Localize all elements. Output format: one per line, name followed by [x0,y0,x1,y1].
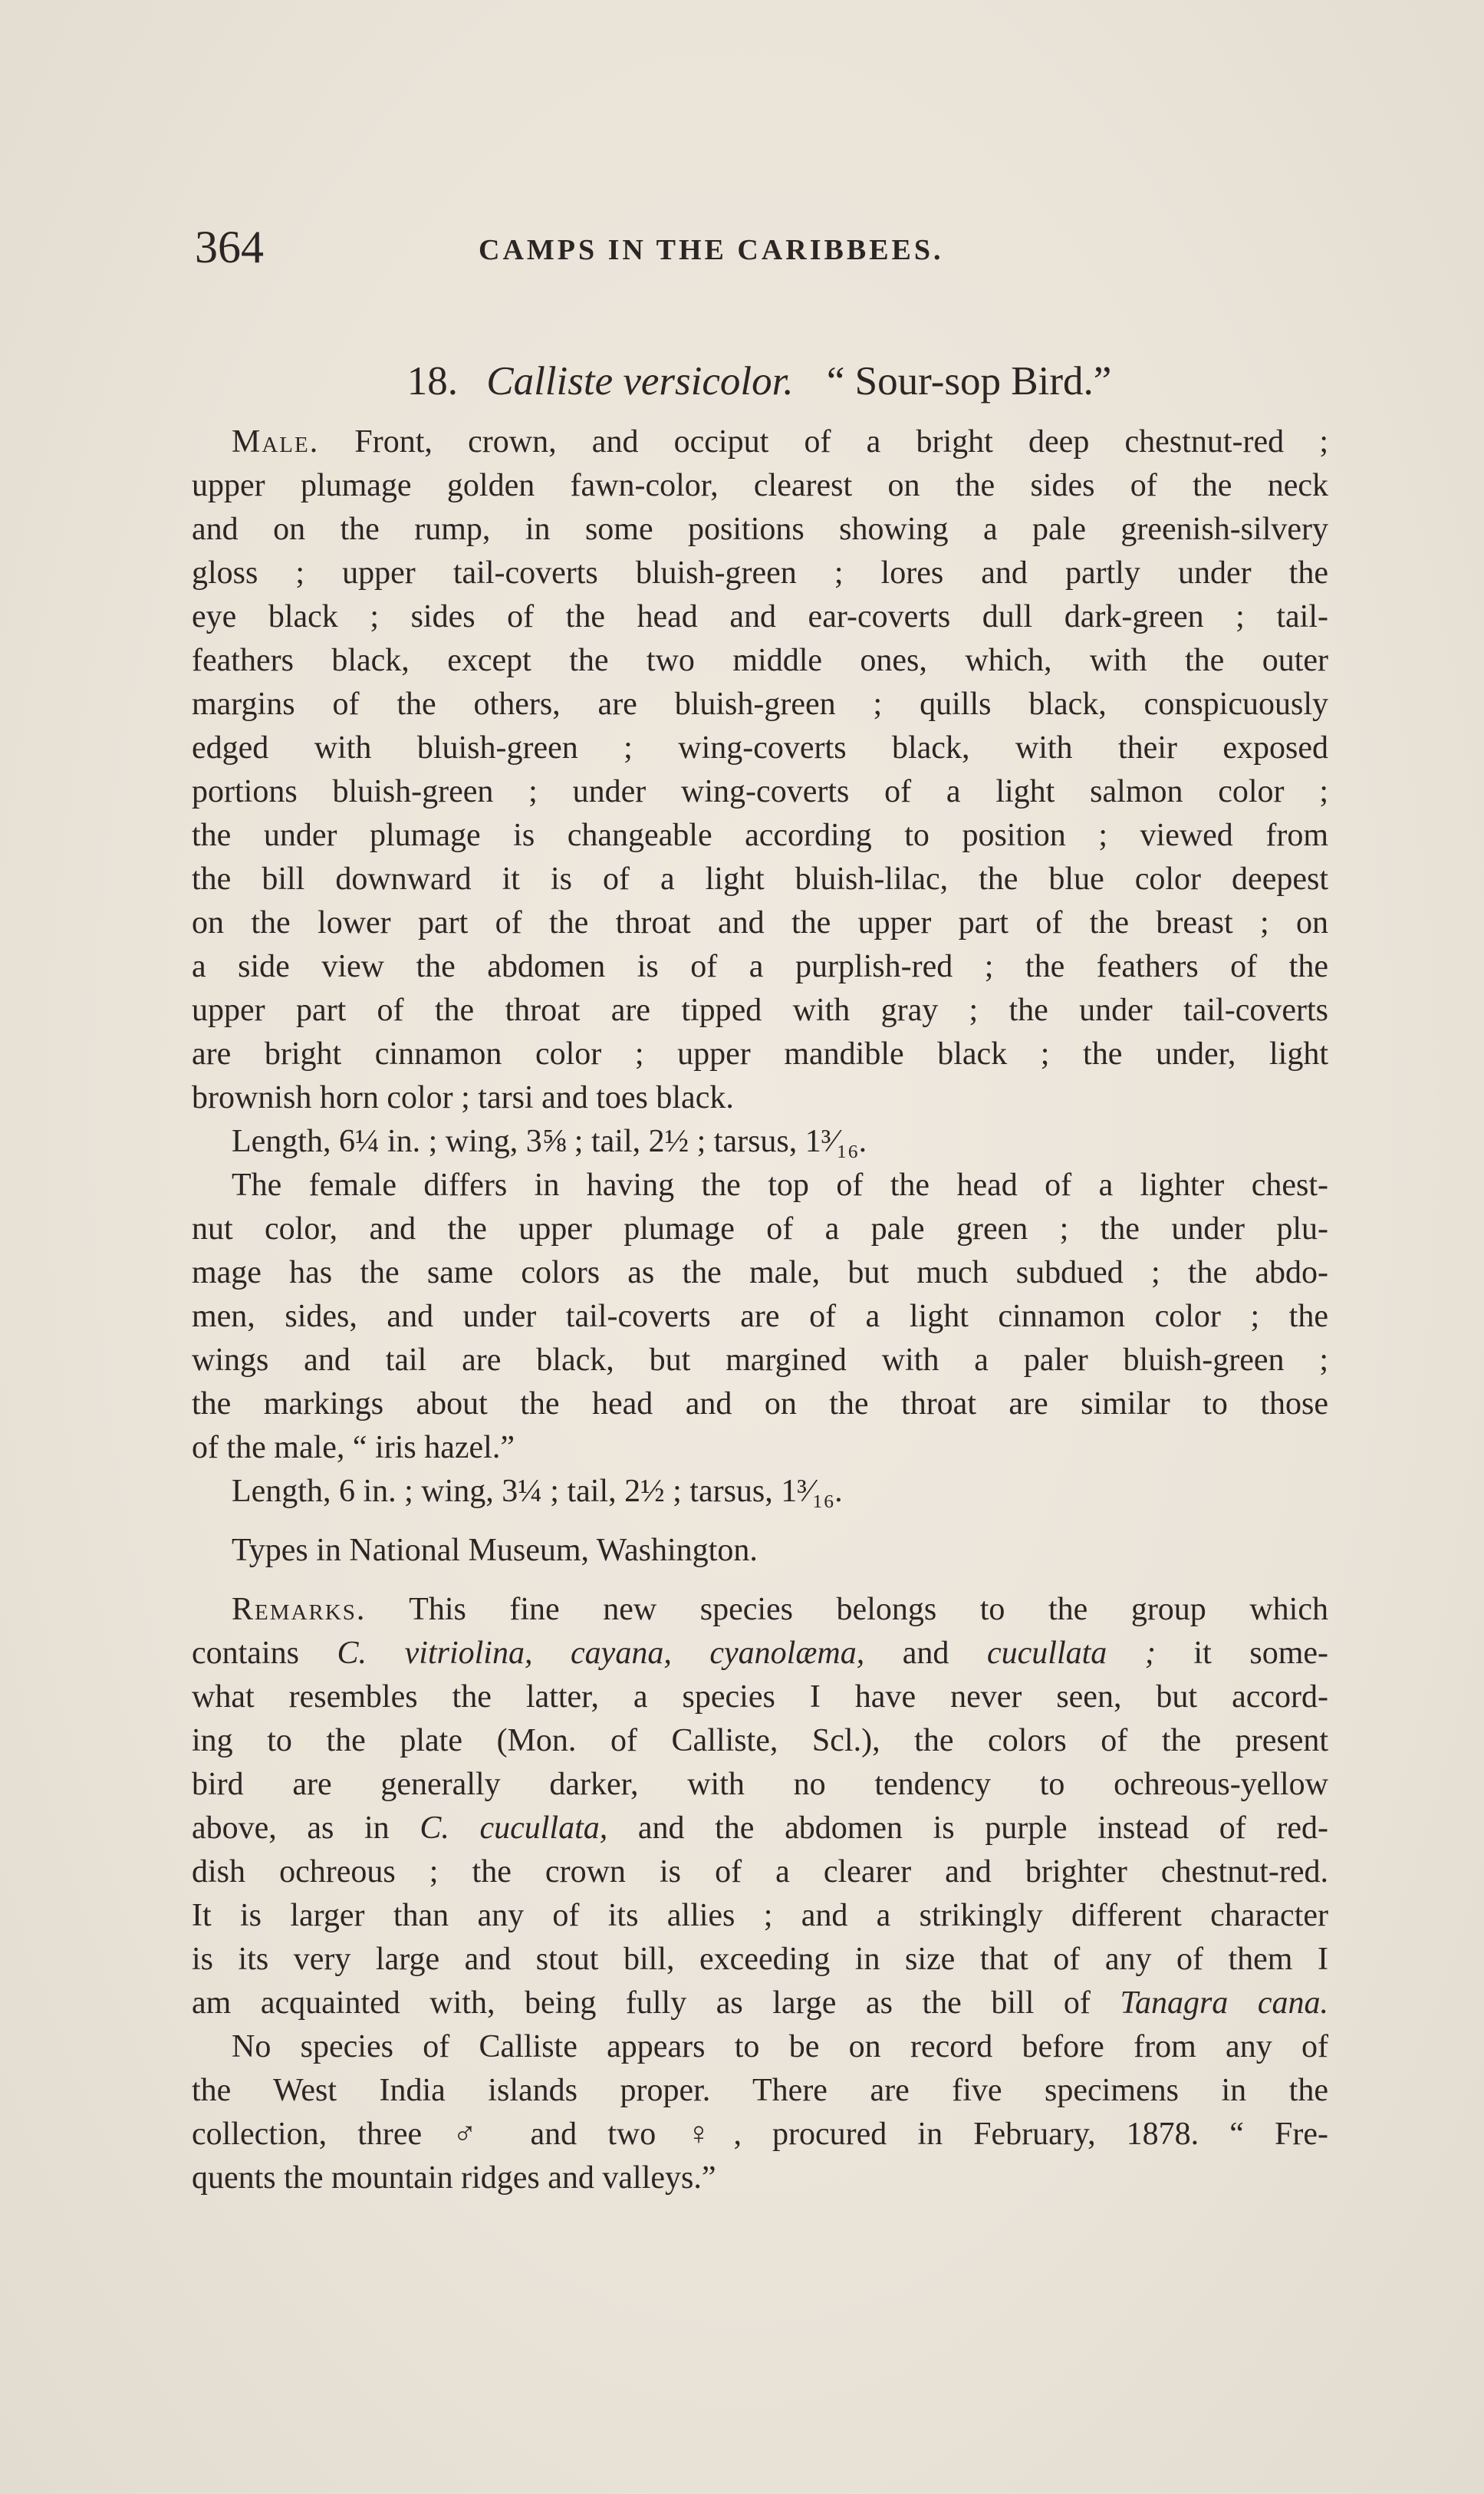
male-line: Male. Front, crown, and occiput of a bright deep chestnut-red ; [232,424,1328,460]
page-number: 364 [195,222,264,272]
species-names-italic: C. vitriolina, cayana, cyanolæma, [337,1636,865,1671]
male-measurements: Length, 6¼ in. ; wing, 3⅝ ; tail, 2½ ; tarsus, 1³⁄₁₆. [232,1124,867,1159]
remarks-line: am acquainted with, being fully as large as the bill of Tanagra cana. [192,1985,1328,2021]
remarks-line: above, as in C. cucullata, and the abdomen is purple instead of red- [192,1810,1328,1846]
female-line: the markings about the head and on the throat are similar to those [192,1386,1328,1422]
types-line: Types in National Museum, Washington. [232,1533,758,1568]
paragraph-gap [192,1573,1328,1588]
species-latin-name: Calliste versicolor. [486,359,794,404]
closing-line: No species of Calliste appears to be on record before from any of [232,2029,1328,2064]
male-line: are bright cinnamon color ; upper mandible black ; the under, light [192,1036,1328,1072]
species-number: 18. [406,359,458,404]
male-line: edged with bluish-green ; wing-coverts black, with their exposed [192,730,1328,766]
species-heading [192,354,1327,408]
remarks-line: is its very large and stout bill, exceeding in size that of any of them I [192,1942,1328,1977]
female-line: men, sides, and under tail-coverts are of a light cinnamon color ; the [192,1299,1328,1334]
body-text [192,420,1328,2200]
page-header [195,216,1330,278]
male-line: upper part of the throat are tipped with gray ; the under tail-coverts [192,993,1328,1028]
remarks-line: contains C. vitriolina, cayana, cyanolæma, and cucullata ; it some- [192,1636,1328,1671]
species-name-italic: Tanagra cana. [1120,1985,1328,2021]
male-line: feathers black, except the two middle ones, which, with the outer [192,643,1328,678]
male-line: and on the rump, in some positions showing a pale greenish-silvery [192,512,1328,547]
closing-line: quents the mountain ridges and valleys.” [192,2160,716,2196]
female-symbol-icon: ♀ [686,2117,734,2152]
male-line: margins of the others, are bluish-green ; quills black, conspicuously [192,687,1328,722]
species-common-name: “ Sour-sop Bird.” [826,359,1112,404]
remarks-label: Remarks. [232,1592,367,1627]
male-line: the under plumage is changeable according to position ; viewed from [192,818,1328,853]
female-line: The female differs in having the top of the head of a lighter chest- [232,1168,1328,1203]
remarks-line: ing to the plate (Mon. of Calliste, Scl.), the colors of the present [192,1723,1328,1758]
female-line: nut color, and the upper plumage of a pale green ; the under plu- [192,1211,1328,1247]
closing-line: the West India islands proper. There are five specimens in the [192,2073,1328,2108]
male-line: eye black ; sides of the head and ear-coverts dull dark-green ; tail- [192,599,1328,634]
closing-line: collection, three ♂ and two ♀, procured in February, 1878. “ Fre- [192,2117,1328,2152]
remarks-line: bird are generally darker, with no tendency to ochreous-yellow [192,1767,1328,1802]
female-measurements: Length, 6 in. ; wing, 3¼ ; tail, 2½ ; tarsus, 1³⁄₁₆. [232,1474,843,1509]
female-line: wings and tail are black, but margined with a paler bluish-green ; [192,1343,1328,1378]
remarks-line: what resembles the latter, a species I have never seen, but accord- [192,1679,1328,1715]
male-line: gloss ; upper tail-coverts bluish-green ; lores and partly under the [192,555,1328,591]
male-line: a side view the abdomen is of a purplish-red ; the feathers of the [192,949,1328,984]
male-line: upper plumage golden fawn-color, clearest on the sides of the neck [192,468,1328,503]
female-line: mage has the same colors as the male, but much subdued ; the abdo- [192,1255,1328,1290]
male-line: portions bluish-green ; under wing-coverts of a light salmon color ; [192,774,1328,809]
male-line: on the lower part of the throat and the upper part of the breast ; on [192,905,1328,941]
paragraph-gap [192,1514,1328,1529]
remarks-line: dish ochreous ; the crown is of a clearer and brighter chestnut-red. [192,1854,1328,1889]
male-label: Male. [232,424,320,460]
female-line: of the male, “ iris hazel.” [192,1430,515,1465]
running-title: CAMPS IN THE CARIBBEES. [479,234,944,266]
remarks-line: Remarks. This fine new species belongs to the group which [232,1592,1328,1627]
male-symbol-icon: ♂ [452,2117,500,2152]
male-line: the bill downward it is of a light bluish-lilac, the blue color deepest [192,862,1328,897]
species-name-italic: C. cucullata, [420,1810,608,1846]
remarks-line: It is larger than any of its allies ; and a strikingly different character [192,1898,1328,1933]
species-name-italic: cucullata ; [987,1636,1156,1671]
male-line: brownish horn color ; tarsi and toes black. [192,1080,734,1115]
